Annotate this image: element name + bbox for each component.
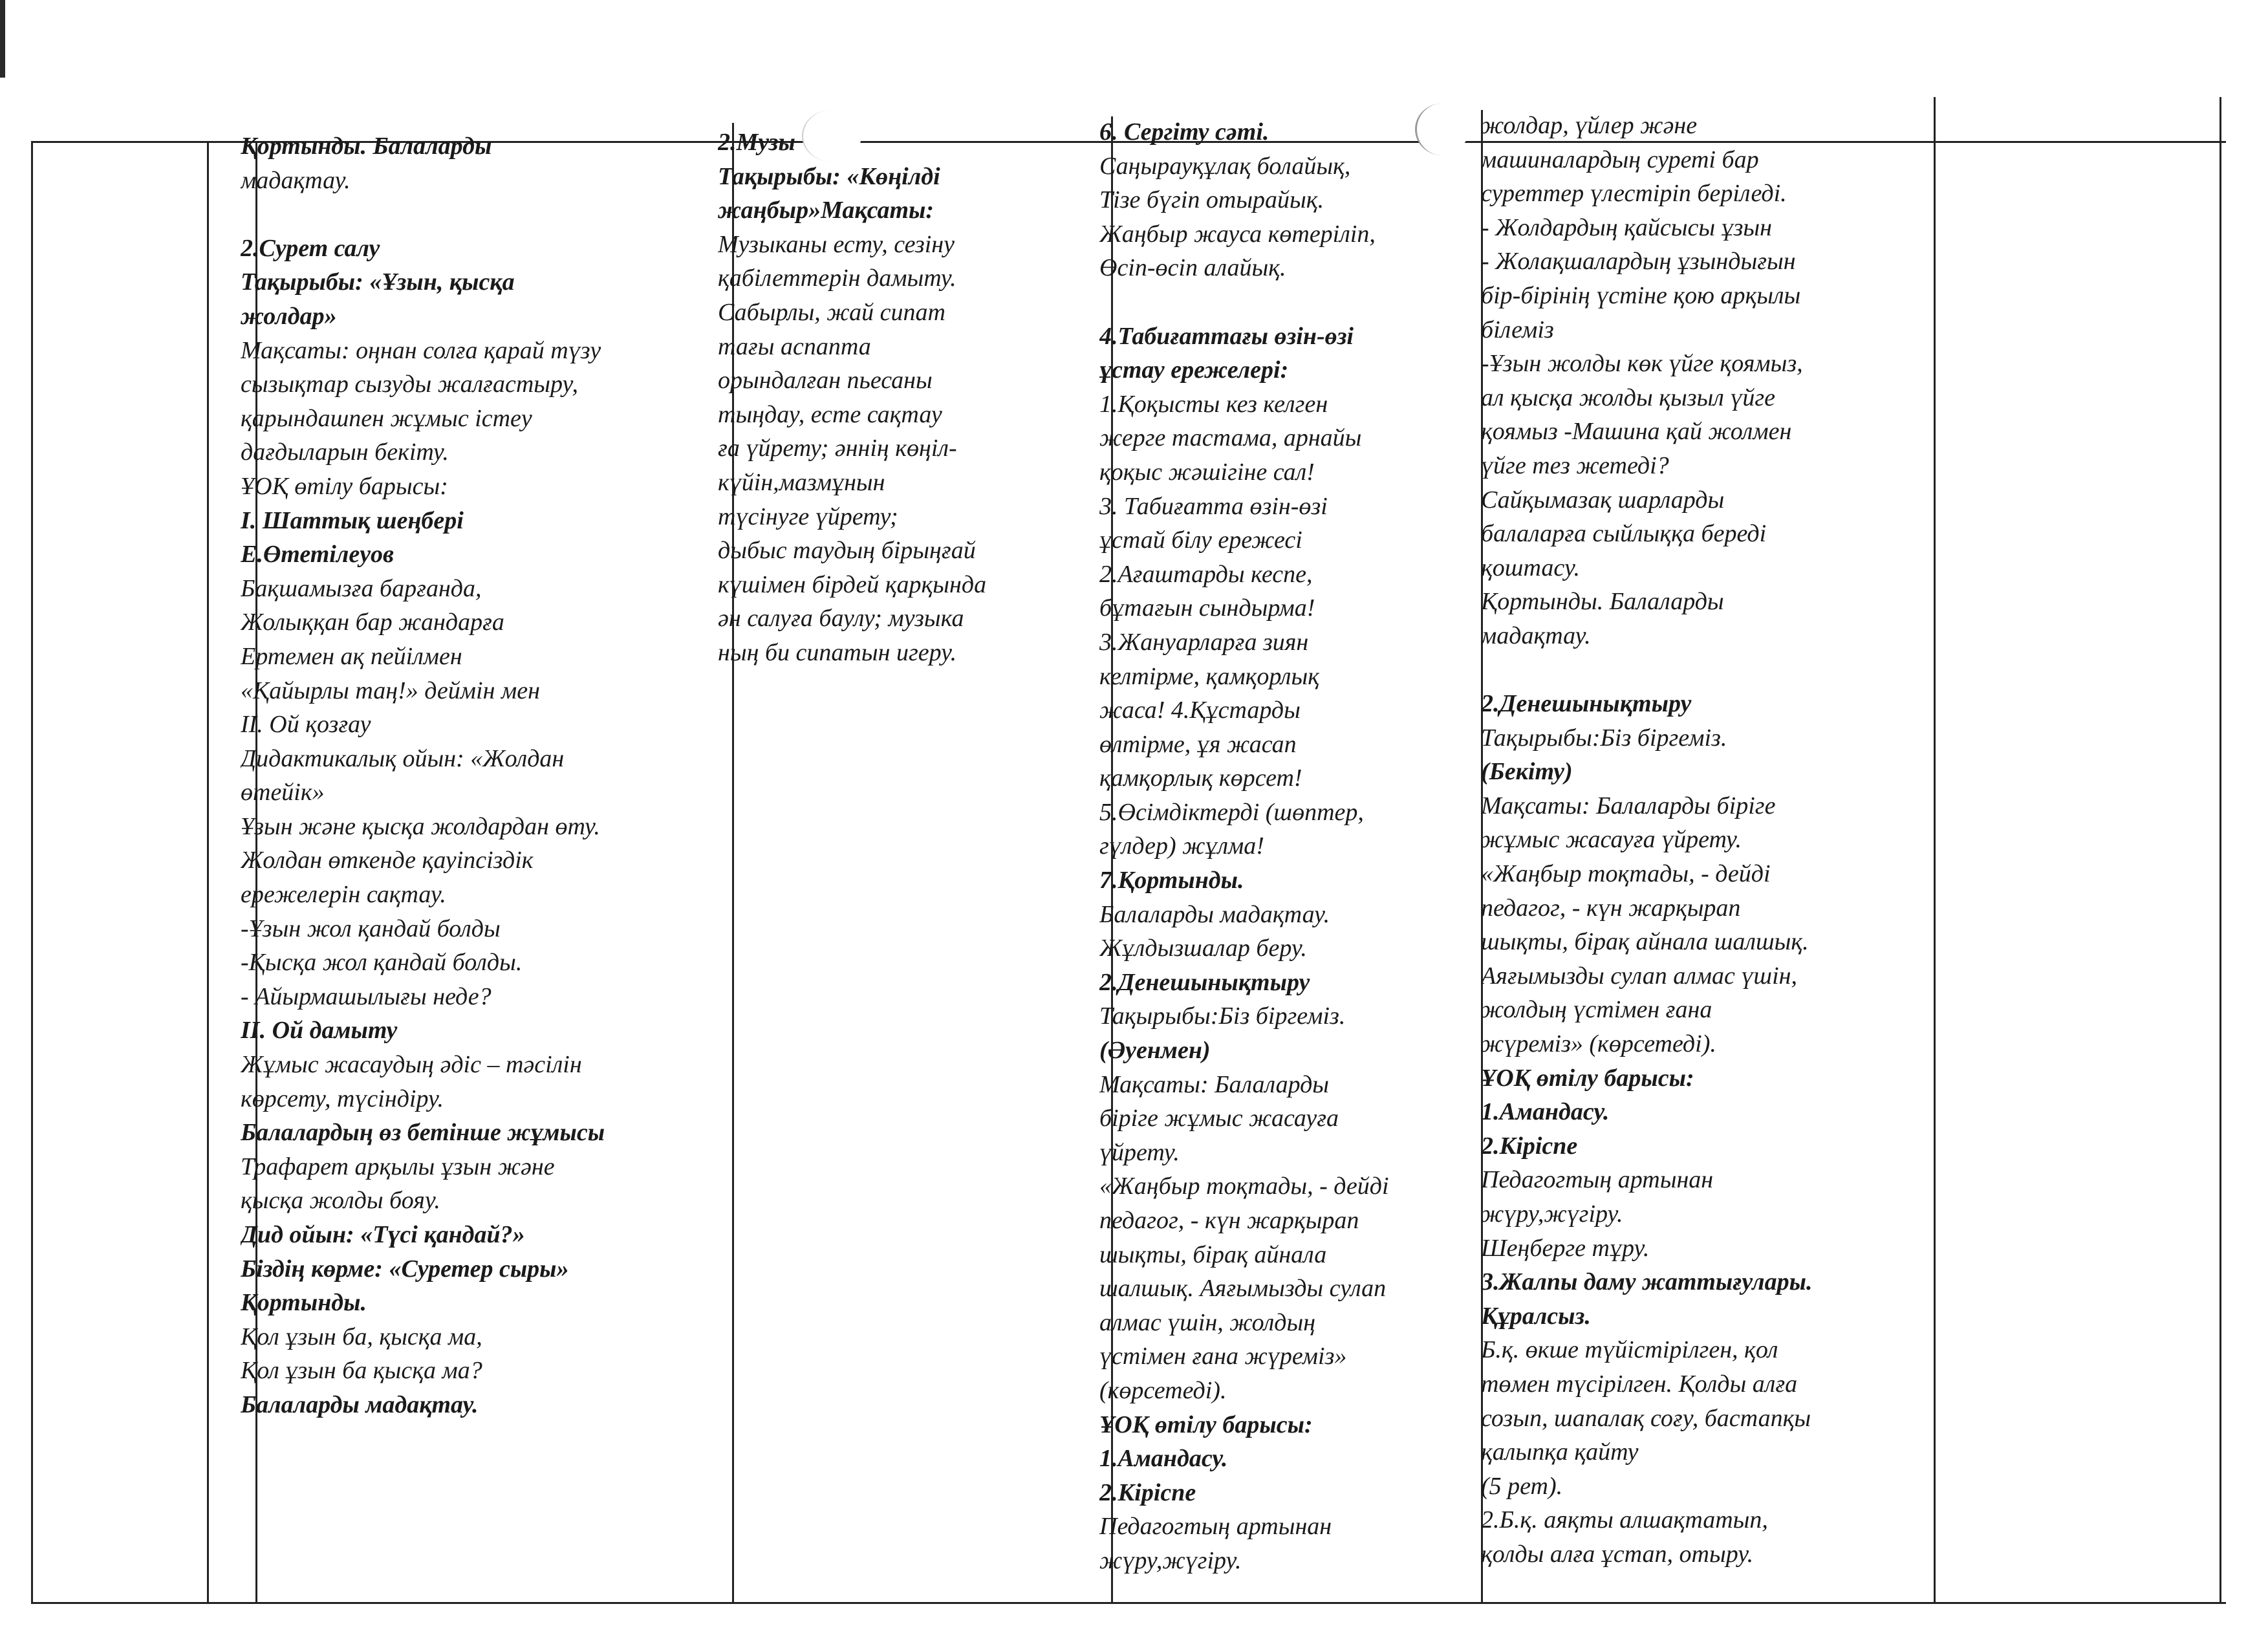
- text-line: білеміз: [1481, 316, 1554, 343]
- text-line: Балалардың өз бетінше жұмысы: [241, 1119, 605, 1147]
- text-line: Шеңберге тұру.: [1481, 1234, 1650, 1262]
- text-line: келтірме, қамқорлық: [1099, 662, 1319, 690]
- text-line: Қол ұзын ба қысқа ма?: [241, 1357, 482, 1385]
- text-line: ұстай білу ережесі: [1099, 526, 1302, 554]
- text-line: мадақтау.: [1481, 622, 1591, 649]
- text-line: машиналардың суреті бар: [1481, 146, 1759, 173]
- text-line: қарындашпен жұмыс істеу: [241, 404, 532, 432]
- text-line: орындалған пьесаны: [718, 367, 933, 395]
- text-line: қолды алға ұстап, отыру.: [1481, 1540, 1754, 1568]
- text-line: - Жолақшалардың ұзындығын: [1481, 248, 1796, 276]
- text-line: Тақырыбы:Біз біргеміз.: [1481, 724, 1727, 752]
- text-line: II. Ой дамыту: [241, 1017, 398, 1045]
- text-line: ҰОҚ өтілу барысы:: [1099, 1411, 1313, 1438]
- text-line: II. Ой қозғау: [241, 711, 371, 739]
- text-line: көрсету, түсіндіру.: [241, 1085, 444, 1112]
- text-line: қоштасу.: [1481, 554, 1580, 581]
- text-line: 1.Амандасу.: [1481, 1098, 1610, 1126]
- text-line: мадақтау.: [241, 166, 351, 194]
- text-line: Өсіп-өсіп алайық.: [1099, 254, 1286, 282]
- text-line: жаңбыр»Мақсаты:: [718, 197, 934, 224]
- text-line: ның би сипатын игеру.: [718, 638, 957, 666]
- text-line: күйін,мазмұнын: [718, 468, 885, 496]
- text-line: күшімен бірдей қарқында: [718, 570, 987, 598]
- column-divider: [1934, 97, 1936, 1604]
- text-line: Бақшамызға барғанда,: [241, 574, 482, 602]
- text-line: 5.Өсімдіктерді (шөптер,: [1099, 798, 1364, 826]
- text-line: шалшық. Аяғымызды сулап: [1099, 1275, 1387, 1303]
- text-line: Қол ұзын ба, қысқа ма,: [241, 1323, 482, 1350]
- text-line: жүру,жүгіру.: [1481, 1200, 1623, 1228]
- text-line: ал қысқа жолды қызыл үйге: [1481, 384, 1776, 411]
- text-line: жолдың үстімен ғана: [1481, 996, 1712, 1024]
- text-line: 2.Денешынықтыру: [1099, 968, 1310, 996]
- text-line: Жұлдызшалар беру.: [1099, 935, 1307, 962]
- text-line: [1099, 285, 1478, 319]
- text-line: төмен түсірілген. Қолды алға: [1481, 1370, 1798, 1398]
- text-line: ән салуға баулу; музыка: [718, 605, 964, 633]
- column-physical-education: [1481, 109, 1930, 1572]
- text-line: бірігe жұмыс жасауға: [1099, 1105, 1339, 1132]
- text-line: Б.қ. өкше түйістірілген, қол: [1481, 1336, 1778, 1364]
- text-line: сызықтар сызуды жалғастыру,: [241, 371, 578, 398]
- text-line: Саңырауқұлақ болайық,: [1099, 152, 1351, 180]
- text-line: жаса! 4.Құстарды: [1099, 697, 1301, 724]
- text-line: балаларға сыйлыққа береді: [1481, 520, 1767, 548]
- text-line: гүлдер) жұлма!: [1099, 832, 1264, 860]
- text-line: 3.Жануарларға зиян: [1099, 628, 1309, 656]
- text-line: -Қысқа жол қандай болды.: [241, 949, 523, 977]
- text-line: 2.Кіріспе: [1099, 1478, 1196, 1506]
- text-line: Дид ойын: «Түсі қандай?»: [241, 1221, 525, 1248]
- text-line: 7.Қортынды.: [1099, 867, 1244, 894]
- text-line: жерге тастама, арнайы: [1099, 424, 1362, 452]
- text-line: дағдыларын бекіту.: [241, 439, 449, 466]
- text-line: 3.Жалпы даму жаттығулары.: [1481, 1268, 1813, 1296]
- text-line: шықты, бірақ айнала шалшық.: [1481, 928, 1809, 956]
- text-line: Жаңбыр жауса көтеріліп,: [1099, 220, 1376, 248]
- text-line: «Қайырлы таң!» деймін мен: [241, 677, 540, 704]
- text-line: - Жолдардың қайсысы ұзын: [1481, 213, 1773, 241]
- text-line: жолдар, үйлер және: [1481, 112, 1698, 139]
- text-line: Сайқымазақ шарларды: [1481, 486, 1725, 514]
- text-line: Жолдан өткенде қауіпсіздік: [241, 847, 534, 874]
- column-art-lesson: [241, 129, 729, 1422]
- text-line: педагог, - күн жарқырап: [1099, 1207, 1359, 1234]
- text-line: 4.Табиғаттағы өзін-өзі: [1099, 322, 1354, 350]
- text-line: Балаларды мадақтау.: [241, 1391, 479, 1418]
- text-line: тыңдау, есте сақтау: [718, 400, 942, 428]
- text-line: -Ұзын жолды көк үйге қоямыз,: [1481, 350, 1803, 378]
- text-line: I. Шаттық шеңбері: [241, 506, 464, 534]
- column-divider: [2219, 97, 2221, 1604]
- text-line: Дидактикалық ойын: «Жолдан: [241, 744, 565, 772]
- text-line: алмас үшін, жолдың: [1099, 1308, 1316, 1336]
- text-line: қоқыс жәшігіне сал!: [1099, 458, 1315, 486]
- text-line: бұтағын сындырма!: [1099, 594, 1315, 622]
- text-line: үстімен ғана жүреміз»: [1099, 1343, 1347, 1370]
- text-line: [1481, 653, 1930, 688]
- text-line: 6. Сергіту сәті.: [1099, 118, 1269, 146]
- text-line: түсінуге үйрету;: [718, 503, 898, 530]
- text-line: бір-бірінің үстіне қою арқылы: [1481, 281, 1801, 309]
- text-line: 1.Қоқысты кез келген: [1099, 390, 1328, 418]
- column-divider: [207, 141, 209, 1604]
- text-line: (Әуенмен): [1099, 1037, 1211, 1065]
- text-line: Мақсаты: Балаларды бірігe: [1481, 792, 1776, 819]
- text-line: ұстау ережелері:: [1099, 356, 1289, 384]
- text-line: қамқорлық көрсет!: [1099, 764, 1302, 792]
- text-line: -Ұзын жол қандай болды: [241, 915, 501, 942]
- text-line: жолдар»: [241, 302, 337, 330]
- text-line: суреттер үлестіріп беріледі.: [1481, 180, 1787, 208]
- text-line: 1.Амандасу.: [1099, 1445, 1228, 1473]
- text-line: Біздің көрме: «Суретер сыры»: [241, 1255, 569, 1283]
- text-line: Музыканы есту, сезіну: [718, 230, 955, 258]
- text-line: Жұмыс жасаудың әдіс – тәсілін: [241, 1051, 582, 1079]
- text-line: қысқа жолды бояу.: [241, 1187, 440, 1215]
- text-line: қоямыз -Машина қай жолмен: [1481, 418, 1792, 446]
- text-line: 2.Музы: [718, 129, 795, 156]
- text-line: 3. Табиғатта өзін-өзі: [1099, 492, 1328, 520]
- text-line: Мақсаты: Балаларды: [1099, 1070, 1330, 1098]
- text-line: [241, 197, 729, 232]
- text-line: - Айырмашылығы неде?: [241, 982, 491, 1010]
- text-line: Мақсаты: оңнан солға қарай түзу: [241, 336, 601, 364]
- text-line: тағы аспапта: [718, 332, 871, 360]
- text-line: 2.Денешынықтыру: [1481, 690, 1692, 718]
- text-line: жүреміз» (көрсетеді).: [1481, 1030, 1716, 1058]
- text-line: шықты, бірақ айнала: [1099, 1240, 1327, 1268]
- text-line: ға үйрету; әннің көңіл-: [718, 435, 957, 462]
- text-line: үйге тез жетеді?: [1481, 451, 1669, 479]
- text-line: Қортынды. Балаларды: [1481, 588, 1724, 616]
- text-line: Аяғымызды сулап алмас үшін,: [1481, 962, 1797, 990]
- text-line: Тақырыбы: «Көңілді: [718, 162, 940, 190]
- text-line: Тізе бүгіп отырайық.: [1099, 186, 1324, 214]
- text-line: 2.Б.қ. аяқты алшақтатып,: [1481, 1506, 1768, 1534]
- text-line: Педагогтың артынан: [1099, 1513, 1332, 1541]
- text-line: қабілеттерін дамыту.: [718, 265, 956, 292]
- text-line: «Жаңбыр тоқтады, - дейді: [1481, 860, 1771, 888]
- text-line: «Жаңбыр тоқтады, - дейді: [1099, 1173, 1389, 1200]
- text-line: Сабырлы, жай сипат: [718, 298, 945, 326]
- text-line: (5 рет).: [1481, 1472, 1563, 1500]
- text-line: жұмыс жасауға үйрету.: [1481, 826, 1742, 854]
- text-line: жүру,жүгіру.: [1099, 1546, 1242, 1574]
- column-music-lesson: [718, 125, 1106, 670]
- text-line: 2.Кіріспе: [1481, 1132, 1578, 1160]
- text-line: Педагогтың артынан: [1481, 1166, 1714, 1194]
- text-line: Тақырыбы: «Ұзын, қысқа: [241, 268, 515, 296]
- text-line: Қортынды. Балаларды: [241, 133, 492, 160]
- text-line: Е.Өтетілеуов: [241, 541, 394, 568]
- text-line: дыбыс таудың бірыңғай: [718, 537, 976, 565]
- text-line: Трафарет арқылы ұзын және: [241, 1153, 555, 1180]
- scan-edge-mark: [0, 0, 5, 78]
- text-line: Тақырыбы:Біз біргеміз.: [1099, 1002, 1346, 1030]
- text-line: Ертемен ақ пейілмен: [241, 642, 462, 670]
- text-line: ережелерін сақтау.: [241, 881, 446, 909]
- text-line: педагог, - күн жарқырап: [1481, 894, 1741, 922]
- text-line: үйрету.: [1099, 1138, 1180, 1166]
- text-line: ҰОҚ өтілу барысы:: [241, 472, 448, 500]
- text-line: өтейік»: [241, 779, 325, 807]
- text-line: (көрсетеді).: [1099, 1376, 1227, 1404]
- column-nature-rules: [1099, 115, 1478, 1578]
- text-line: Жолыққан бар жандарға: [241, 609, 504, 636]
- text-line: өлтірме, ұя жасап: [1099, 730, 1297, 758]
- text-line: 2.Сурет салу: [241, 234, 380, 262]
- text-line: ҰОҚ өтілу барысы:: [1481, 1064, 1694, 1092]
- text-line: Құралсыз.: [1481, 1302, 1591, 1330]
- text-line: Балаларды мадақтау.: [1099, 900, 1330, 928]
- text-line: 2.Ағаштарды кеспе,: [1099, 560, 1313, 588]
- text-line: қалыпқа қайту: [1481, 1438, 1639, 1466]
- text-line: (Бекіту): [1481, 758, 1573, 786]
- text-line: Қортынды.: [241, 1289, 367, 1317]
- text-line: созып, шапалақ соғу, бастапқы: [1481, 1404, 1811, 1432]
- text-line: Ұзын және қысқа жолдардан өту.: [241, 812, 600, 840]
